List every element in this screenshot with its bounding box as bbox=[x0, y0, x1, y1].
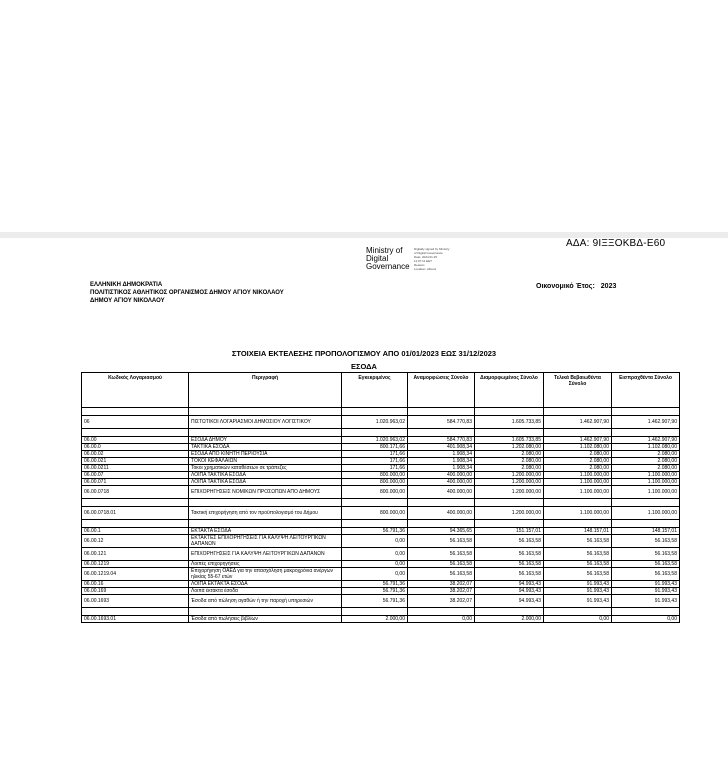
budget-table bbox=[81, 372, 680, 623]
cell-desc: Λοιπά έκτακτα έσοδα bbox=[189, 588, 342, 595]
signature-line: of Digital Governance bbox=[414, 251, 443, 255]
cell-desc: ΕΣΟΔΑ ΔΗΜΟΥ bbox=[189, 437, 342, 444]
ada-code: ΑΔΑ: 9ΙΞΞΟΚΒΔ-Ε60 bbox=[566, 238, 666, 249]
table-row bbox=[82, 561, 680, 568]
cell-certified: 56.163,58 bbox=[544, 535, 612, 548]
cell-formed: 1.200.000,00 bbox=[475, 472, 544, 479]
cell-approved: 171,66 bbox=[342, 458, 408, 465]
cell-collected: 56.163,58 bbox=[612, 535, 680, 548]
cell-desc: Έσοδα από πωλήσεις βιβλίων bbox=[189, 616, 342, 623]
cell-certified: 91.993,43 bbox=[544, 581, 612, 588]
cell-approved: 1.020.963,02 bbox=[342, 416, 408, 429]
issuer-line: ΠΟΛΙΤΙΣΤΙΚΟΣ ΑΘΛΗΤΙΚΟΣ ΟΡΓΑΝΙΣΜΟΣ ΔΗΜΟΥ ΑΓΙΟΥ ΝΙΚΟΛΑΟΥ bbox=[90, 290, 284, 296]
signature-line: 11:07:11 EET bbox=[414, 259, 432, 263]
cell-collected: 1.462.907,90 bbox=[612, 437, 680, 444]
column-header: Κωδικός Λογαριασμού bbox=[82, 373, 189, 408]
cell-desc: Επιχορήγηση ΟΑΕΔ για την απασχόληση μακροχρόνια ανέργων ηλικίας 55-67 ετών bbox=[189, 568, 342, 581]
cell-code: 06.00.169 bbox=[82, 588, 189, 595]
table-row bbox=[82, 548, 680, 561]
cell-code: 06.00 bbox=[82, 437, 189, 444]
fiscal-year-label: Οικονομικό Έτος: bbox=[536, 283, 595, 290]
issuer-line: ΔΗΜΟΥ ΑΓΙΟΥ ΝΙΚΟΛΑΟΥ bbox=[90, 298, 165, 304]
issuer-block bbox=[90, 281, 284, 305]
ministry-line: Governance bbox=[366, 262, 410, 271]
cell-reform: 94.365,65 bbox=[408, 528, 475, 535]
ministry-line: Ministry of bbox=[366, 246, 403, 255]
cell-collected: 91.993,43 bbox=[612, 595, 680, 608]
cell-collected: 148.157,01 bbox=[612, 528, 680, 535]
cell-approved: 56.791,36 bbox=[342, 588, 408, 595]
cell-certified: 91.993,43 bbox=[544, 588, 612, 595]
cell-collected: 1.462.907,90 bbox=[612, 416, 680, 429]
issuer-line: ΕΛΛΗΝΙΚΗ ΔΗΜΟΚΡΑΤΙΑ bbox=[90, 282, 163, 288]
signature-line: Location: Athens bbox=[414, 267, 437, 271]
table-row bbox=[82, 451, 680, 458]
column-header: Εισπραχθέντα Σύνολο bbox=[612, 373, 680, 408]
table-header-row bbox=[82, 373, 680, 408]
cell-approved: 1.020.963,02 bbox=[342, 437, 408, 444]
fiscal-year bbox=[536, 283, 616, 290]
cell-approved: 800.000,00 bbox=[342, 472, 408, 479]
cell-certified: 2.080,00 bbox=[544, 465, 612, 472]
cell-reform: 56.163,58 bbox=[408, 548, 475, 561]
cell-formed: 94.993,43 bbox=[475, 581, 544, 588]
cell-formed: 94.993,43 bbox=[475, 588, 544, 595]
cell-reform: 56.163,58 bbox=[408, 561, 475, 568]
cell-desc: ΠΙΣΤΩΤΙΚΟΙ ΛΟΓΑΡΙΑΣΜΟΙ ΔΗΜΟΣΙΟΥ ΛΟΓΙΣΤΙΚΟΥ bbox=[189, 416, 342, 429]
table-row bbox=[82, 616, 680, 623]
cell-reform: 1.908,34 bbox=[408, 465, 475, 472]
cell-desc: ΤΑΚΤΙΚΑ ΕΣΟΔΑ bbox=[189, 444, 342, 451]
cell-formed: 56.163,58 bbox=[475, 535, 544, 548]
cell-desc: Τόκοι χρηματικών καταθέσεων σε τράπεζες bbox=[189, 465, 342, 472]
cell-reform: 38.202,07 bbox=[408, 595, 475, 608]
cell-collected: 56.163,58 bbox=[612, 548, 680, 561]
cell-desc: ΛΟΙΠΑ ΕΚΤΑΚΤΑ ΕΣΟΔΑ bbox=[189, 581, 342, 588]
cell-reform: 1.908,34 bbox=[408, 451, 475, 458]
column-header: Αναμορφώσεις Σύνολο bbox=[408, 373, 475, 408]
cell-code: 06.00.121 bbox=[82, 548, 189, 561]
cell-collected: 0,00 bbox=[612, 616, 680, 623]
signature-line: Reason: bbox=[414, 263, 426, 267]
table-row bbox=[82, 437, 680, 444]
cell-reform: 38.202,07 bbox=[408, 581, 475, 588]
table-spacer bbox=[82, 499, 680, 507]
cell-approved: 171,66 bbox=[342, 451, 408, 458]
section-title: ΕΣΟΔΑ bbox=[351, 362, 377, 371]
cell-code: 06.00.0718.01 bbox=[82, 507, 189, 520]
cell-desc: ΕΚΤΑΚΤΕΣ ΕΠΙΧΟΡΗΓΗΣΕΙΣ ΓΙΑ ΚΑΛΥΨΗ ΛΕΙΤΟΥΡΓΙΚΩΝ ΔΑΠΑΝΩΝ bbox=[189, 535, 342, 548]
table-row bbox=[82, 465, 680, 472]
cell-approved: 0,00 bbox=[342, 535, 408, 548]
cell-code: 06.00.1219.04 bbox=[82, 568, 189, 581]
cell-approved: 56.791,36 bbox=[342, 595, 408, 608]
cell-approved: 0,00 bbox=[342, 568, 408, 581]
cell-reform: 400.000,00 bbox=[408, 486, 475, 499]
cell-code: 06.00.0718 bbox=[82, 486, 189, 499]
cell-reform: 401.908,34 bbox=[408, 444, 475, 451]
cell-formed: 2.080,00 bbox=[475, 465, 544, 472]
cell-desc: Λοιπές επιχορηγήσεις bbox=[189, 561, 342, 568]
table-row bbox=[82, 416, 680, 429]
cell-approved: 0,00 bbox=[342, 548, 408, 561]
cell-formed: 1.202.080,00 bbox=[475, 444, 544, 451]
cell-formed: 56.163,58 bbox=[475, 548, 544, 561]
table-row bbox=[82, 595, 680, 608]
cell-code: 06.00.021 bbox=[82, 458, 189, 465]
cell-desc: ΕΠΙΧΟΡΗΓΗΣΕΙΣ ΓΙΑ ΚΑΛΥΨΗ ΛΕΙΤΟΥΡΓΙΚΩΝ ΔΑΠΑΝΩΝ bbox=[189, 548, 342, 561]
cell-formed: 1.200.000,00 bbox=[475, 479, 544, 486]
table-spacer bbox=[82, 429, 680, 437]
cell-desc: Τακτική επιχορήγηση από τον προϋπολογισμό του Δήμου bbox=[189, 507, 342, 520]
table-spacer bbox=[82, 520, 680, 528]
cell-desc: ΤΟΚΟΙ ΚΕΦΑΛΑΙΩΝ bbox=[189, 458, 342, 465]
cell-certified: 1.462.907,90 bbox=[544, 437, 612, 444]
cell-formed: 56.163,58 bbox=[475, 561, 544, 568]
cell-desc: ΕΣΟΔΑ ΑΠΟ ΚΙΝΗΤΗ ΠΕΡΙΟΥΣΙΑ bbox=[189, 451, 342, 458]
cell-code: 06.00.071 bbox=[82, 479, 189, 486]
cell-code: 06 bbox=[82, 416, 189, 429]
signature-line: Date: 2024.01.25 bbox=[414, 255, 438, 259]
table-row bbox=[82, 568, 680, 581]
cell-formed: 2.080,00 bbox=[475, 451, 544, 458]
cell-reform: 38.202,07 bbox=[408, 588, 475, 595]
cell-approved: 56.791,36 bbox=[342, 528, 408, 535]
cell-formed: 56.163,58 bbox=[475, 568, 544, 581]
table-row bbox=[82, 581, 680, 588]
table-row bbox=[82, 444, 680, 451]
cell-desc: ΕΚΤΑΚΤΑ ΕΣΟΔΑ bbox=[189, 528, 342, 535]
cell-formed: 94.993,43 bbox=[475, 595, 544, 608]
column-header: Διαμορφωμένος Σύνολο bbox=[475, 373, 544, 408]
cell-reform: 400.000,00 bbox=[408, 507, 475, 520]
cell-certified: 2.080,00 bbox=[544, 451, 612, 458]
cell-reform: 56.163,58 bbox=[408, 568, 475, 581]
cell-code: 06.00.0 bbox=[82, 444, 189, 451]
table-row bbox=[82, 507, 680, 520]
ministry-stamp bbox=[366, 247, 410, 271]
table-row bbox=[82, 458, 680, 465]
cell-reform: 584.770,83 bbox=[408, 437, 475, 444]
cell-reform: 584.770,83 bbox=[408, 416, 475, 429]
cell-desc: Έσοδα από πώληση αγαθών ή την παροχή υπηρεσιών bbox=[189, 595, 342, 608]
cell-certified: 56.163,58 bbox=[544, 548, 612, 561]
cell-code: 06.00.1 bbox=[82, 528, 189, 535]
table-row bbox=[82, 528, 680, 535]
cell-certified: 1.100.000,00 bbox=[544, 486, 612, 499]
cell-collected: 2.080,00 bbox=[612, 451, 680, 458]
fiscal-year-value: 2023 bbox=[600, 283, 617, 290]
cell-collected: 1.100.000,00 bbox=[612, 507, 680, 520]
table-row bbox=[82, 486, 680, 499]
cell-formed: 1.605.733,85 bbox=[475, 437, 544, 444]
cell-certified: 2.080,00 bbox=[544, 458, 612, 465]
cell-approved: 171,66 bbox=[342, 465, 408, 472]
cell-code: 06.00.16 bbox=[82, 581, 189, 588]
cell-certified: 1.100.000,00 bbox=[544, 507, 612, 520]
cell-certified: 1.462.907,90 bbox=[544, 416, 612, 429]
table-spacer bbox=[82, 608, 680, 616]
cell-reform: 1.908,34 bbox=[408, 458, 475, 465]
cell-collected: 2.080,00 bbox=[612, 458, 680, 465]
cell-certified: 148.157,01 bbox=[544, 528, 612, 535]
cell-collected: 91.993,43 bbox=[612, 588, 680, 595]
cell-code: 06.00.02 bbox=[82, 451, 189, 458]
cell-certified: 1.100.000,00 bbox=[544, 472, 612, 479]
cell-collected: 1.100.000,00 bbox=[612, 486, 680, 499]
cell-reform: 400.000,00 bbox=[408, 479, 475, 486]
signature-line: Digitally signed by Ministry bbox=[414, 247, 450, 251]
cell-code: 06.00.07 bbox=[82, 472, 189, 479]
column-header: Εγκεκριμένος bbox=[342, 373, 408, 408]
cell-code: 06.00.12 bbox=[82, 535, 189, 548]
cell-collected: 1.102.080,00 bbox=[612, 444, 680, 451]
cell-reform: 56.163,58 bbox=[408, 535, 475, 548]
cell-code: 06.00.1693 bbox=[82, 595, 189, 608]
cell-approved: 0,00 bbox=[342, 561, 408, 568]
cell-approved: 800.000,00 bbox=[342, 479, 408, 486]
cell-approved: 800.000,00 bbox=[342, 507, 408, 520]
cell-collected: 56.163,58 bbox=[612, 568, 680, 581]
cell-collected: 1.100.000,00 bbox=[612, 472, 680, 479]
cell-formed: 2.000,00 bbox=[475, 616, 544, 623]
table-row bbox=[82, 479, 680, 486]
column-header: Τελικά Βεβαιωθέντα Σύνολο bbox=[544, 373, 612, 408]
cell-reform: 400.000,00 bbox=[408, 472, 475, 479]
cell-desc: ΛΟΙΠΑ ΤΑΚΤΙΚΑ ΕΣΟΔΑ bbox=[189, 479, 342, 486]
cell-formed: 151.157,01 bbox=[475, 528, 544, 535]
cell-formed: 2.080,00 bbox=[475, 458, 544, 465]
cell-certified: 0,00 bbox=[544, 616, 612, 623]
report-title: ΣΤΟΙΧΕΙΑ ΕΚΤΕΛΕΣΗΣ ΠΡΟΠΟΛΟΓΙΣΜΟΥ ΑΠΟ 01/01/2023 ΕΩΣ 31/12/2023 bbox=[231, 349, 497, 358]
cell-certified: 1.100.000,00 bbox=[544, 479, 612, 486]
cell-certified: 91.993,43 bbox=[544, 595, 612, 608]
cell-certified: 1.102.080,00 bbox=[544, 444, 612, 451]
cell-approved: 800.171,66 bbox=[342, 444, 408, 451]
cell-collected: 2.080,00 bbox=[612, 465, 680, 472]
cell-reform: 0,00 bbox=[408, 616, 475, 623]
digital-signature bbox=[414, 247, 449, 271]
cell-desc: ΕΠΙΧΟΡΗΓΗΣΕΙΣ ΝΟΜΙΚΩΝ ΠΡΟΣΩΠΩΝ ΑΠΟ ΔΗΜΟΥΣ bbox=[189, 486, 342, 499]
table-spacer bbox=[82, 408, 680, 416]
cell-approved: 800.000,00 bbox=[342, 486, 408, 499]
column-header: Περιγραφή bbox=[189, 373, 342, 408]
cell-code: 06.00.1219 bbox=[82, 561, 189, 568]
cell-code: 06.00.0211 bbox=[82, 465, 189, 472]
cell-approved: 56.791,36 bbox=[342, 581, 408, 588]
ministry-line: Digital bbox=[366, 254, 389, 263]
cell-approved: 2.000,00 bbox=[342, 616, 408, 623]
table-row bbox=[82, 472, 680, 479]
cell-collected: 1.100.000,00 bbox=[612, 479, 680, 486]
cell-formed: 1.200.000,00 bbox=[475, 486, 544, 499]
cell-formed: 1.605.733,85 bbox=[475, 416, 544, 429]
cell-collected: 56.163,58 bbox=[612, 561, 680, 568]
table-row bbox=[82, 535, 680, 548]
cell-desc: ΛΟΙΠΑ ΤΑΚΤΙΚΑ ΕΣΟΔΑ bbox=[189, 472, 342, 479]
cell-formed: 1.200.000,00 bbox=[475, 507, 544, 520]
table-row bbox=[82, 588, 680, 595]
cell-code: 06.00.1693.01 bbox=[82, 616, 189, 623]
cell-certified: 56.163,58 bbox=[544, 561, 612, 568]
cell-collected: 91.993,43 bbox=[612, 581, 680, 588]
cell-certified: 56.163,58 bbox=[544, 568, 612, 581]
